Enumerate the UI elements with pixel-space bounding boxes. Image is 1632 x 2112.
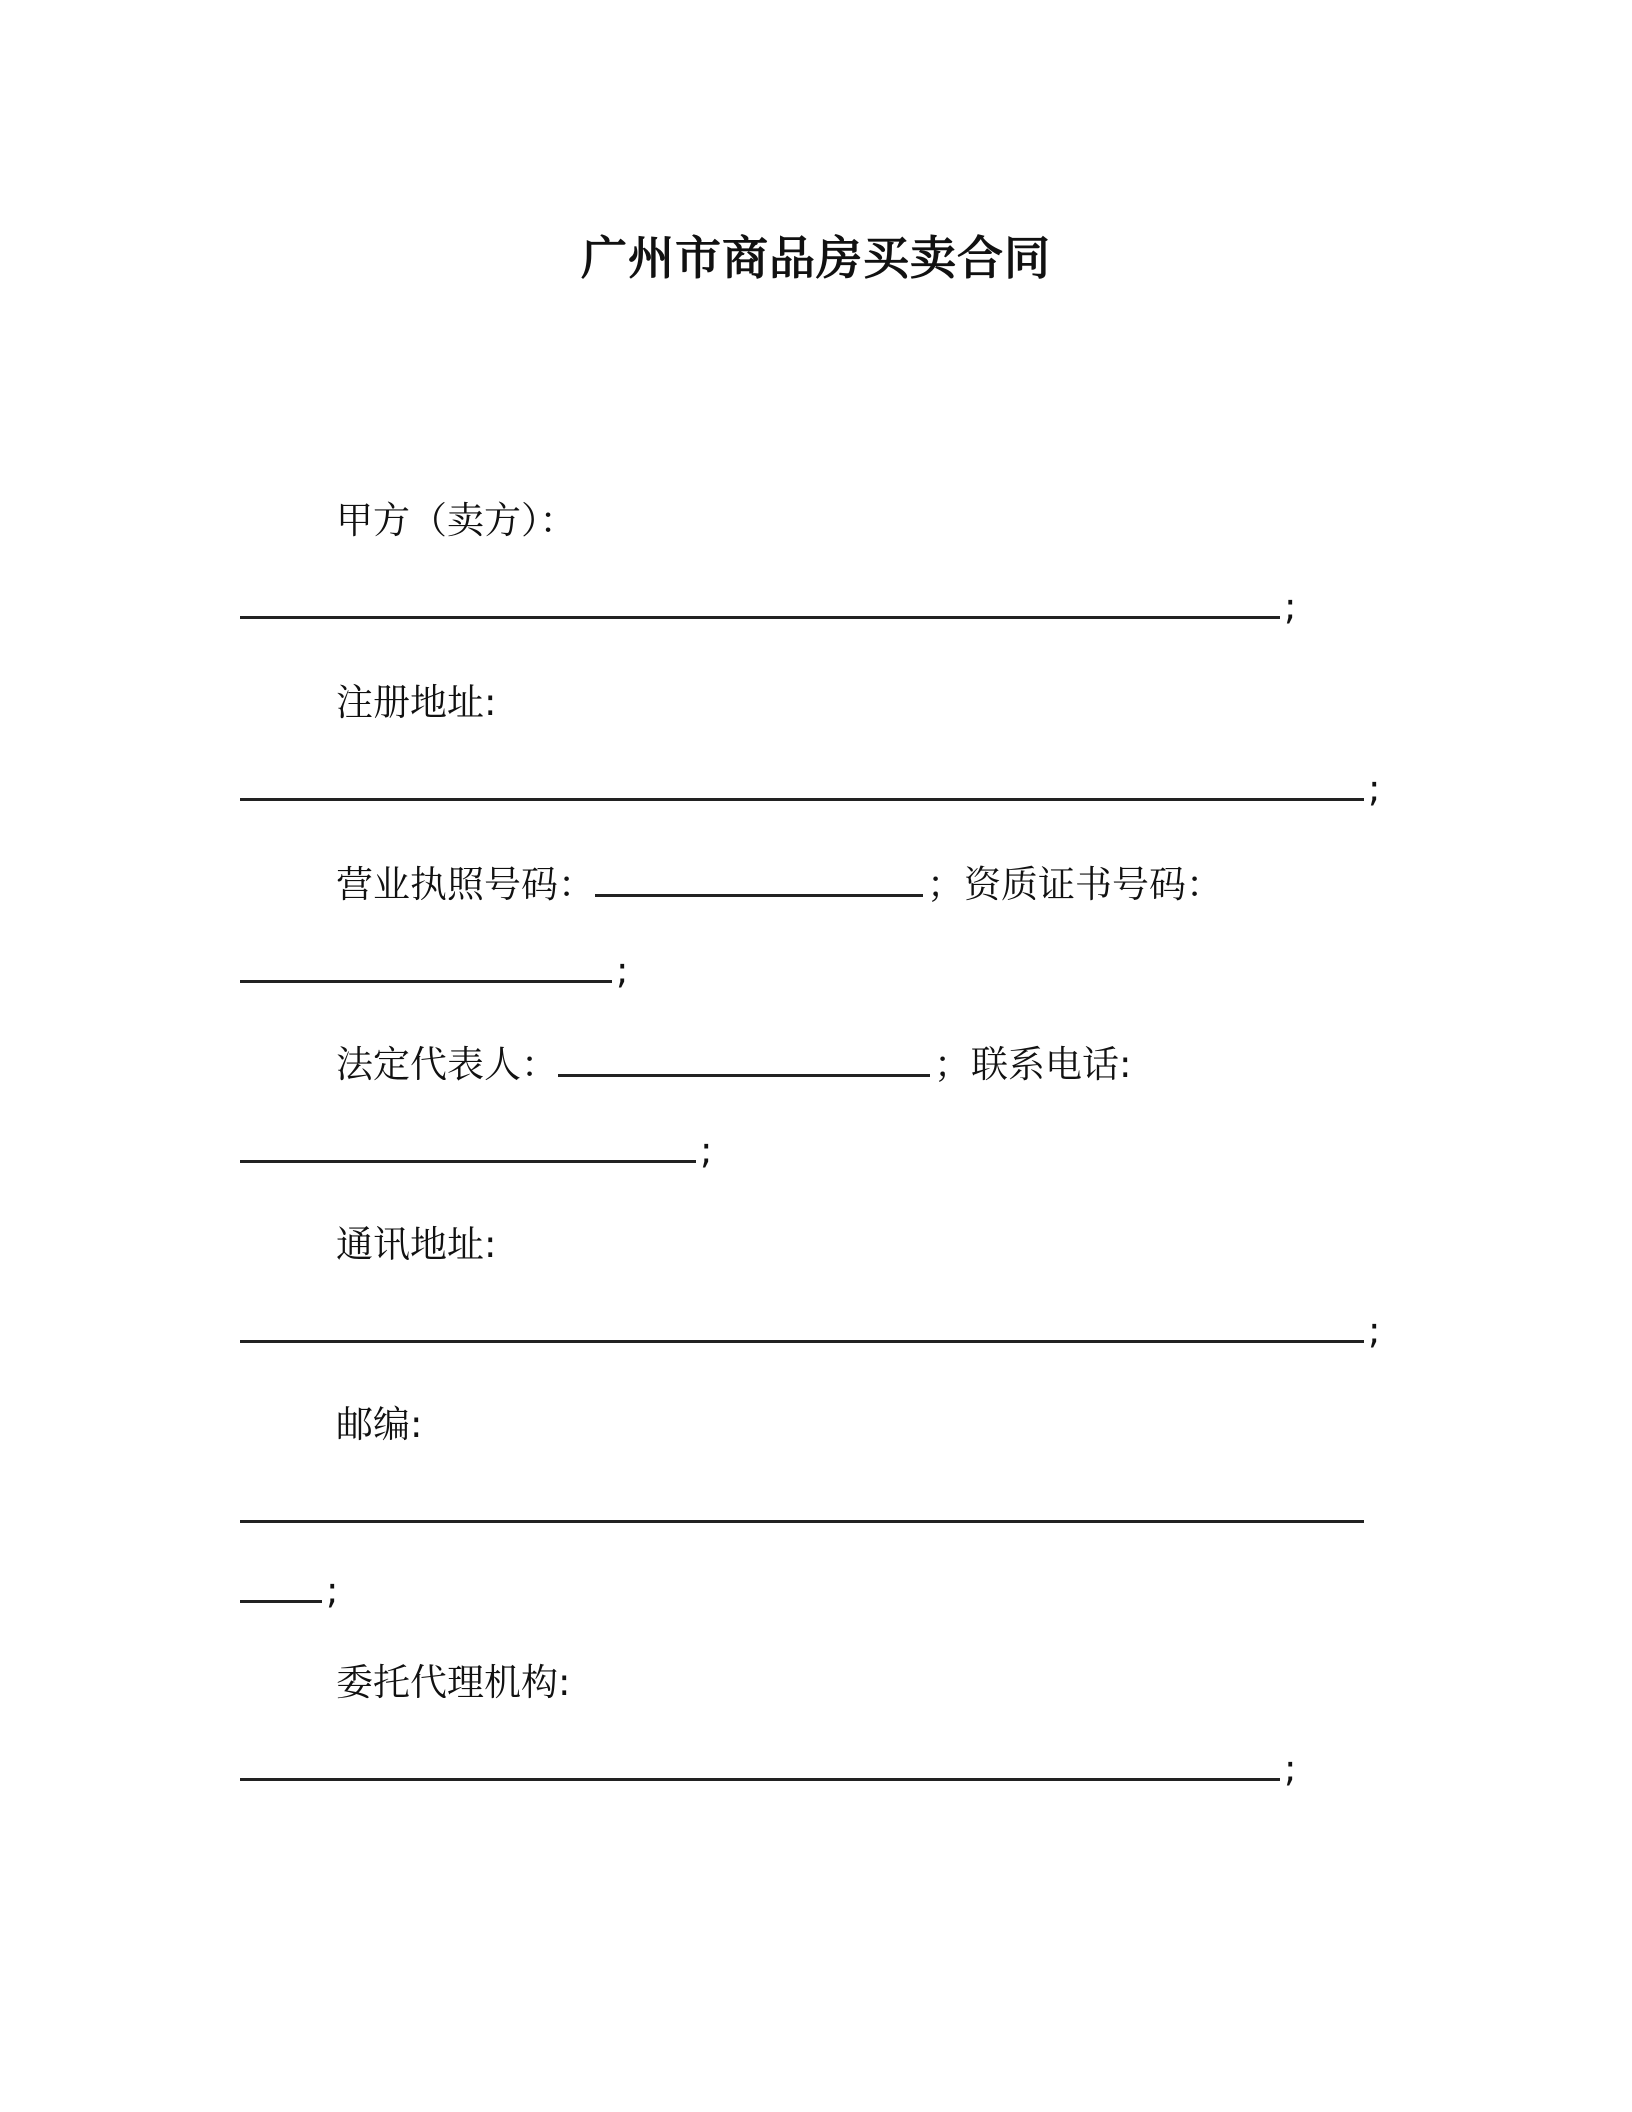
- semicolon: ;: [1368, 767, 1381, 810]
- semicolon: ;: [1284, 585, 1297, 628]
- qualification-cert-label: 资质证书号码：: [964, 863, 1223, 906]
- semicolon: ;: [1284, 1747, 1297, 1790]
- legal-rep-input[interactable]: [558, 1040, 930, 1077]
- agency-input[interactable]: [240, 1744, 1280, 1781]
- page-title: 广州市商品房买卖合同: [581, 231, 1051, 285]
- semicolon: ;: [616, 949, 629, 992]
- postcode-input[interactable]: [240, 1486, 1364, 1523]
- qualification-cert-field-row: [240, 946, 628, 996]
- semicolon: ;: [700, 1129, 713, 1172]
- mailing-address-label: 通讯地址:: [336, 1223, 497, 1266]
- postcode-label: 邮编:: [336, 1403, 423, 1446]
- mailing-address-field-row: [240, 1306, 1380, 1356]
- semicolon: ;: [326, 1569, 339, 1612]
- registered-address-field-row: [240, 764, 1380, 814]
- business-license-row: [336, 860, 1223, 910]
- business-license-label: 营业执照号码：: [336, 863, 595, 906]
- agency-label: 委托代理机构:: [336, 1661, 571, 1704]
- party-a-field-row: [240, 582, 1296, 632]
- contact-phone-label: 联系电话:: [971, 1043, 1132, 1086]
- mailing-address-input[interactable]: [240, 1306, 1364, 1343]
- qualification-cert-input[interactable]: [240, 946, 612, 983]
- legal-rep-label: 法定代表人：: [336, 1043, 558, 1086]
- postcode-field-row-1: [240, 1486, 1368, 1536]
- semicolon: ;: [1368, 1309, 1381, 1352]
- registered-address-input[interactable]: [240, 764, 1364, 801]
- semicolon: ；: [934, 1043, 971, 1086]
- party-a-label: 甲方（卖方）：: [336, 499, 577, 542]
- business-license-input[interactable]: [595, 860, 923, 897]
- agency-field-row: [240, 1744, 1296, 1794]
- postcode-field-row-2: [240, 1566, 338, 1616]
- legal-rep-row: [336, 1040, 1131, 1090]
- registered-address-label: 注册地址:: [336, 681, 497, 724]
- semicolon: ；: [927, 863, 964, 906]
- contact-phone-input[interactable]: [240, 1126, 696, 1163]
- postcode-input-continued[interactable]: [240, 1566, 322, 1603]
- contact-phone-field-row: [240, 1126, 712, 1176]
- party-a-input[interactable]: [240, 582, 1280, 619]
